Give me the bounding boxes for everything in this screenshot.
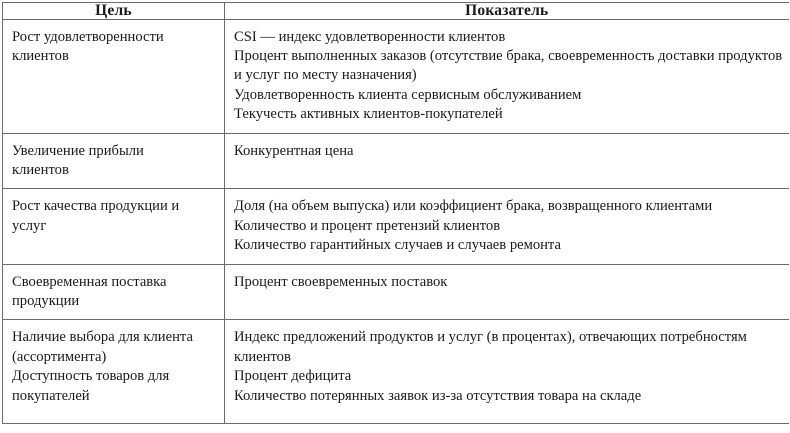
- metric-cell-content: [225, 20, 789, 133]
- metric-cell-content: [225, 189, 789, 263]
- column-header-metric: Показатель: [225, 3, 789, 20]
- table-header-row: [3, 3, 789, 20]
- goal-line: покупателей: [12, 387, 90, 404]
- table-row: [3, 320, 789, 424]
- table-row: [3, 189, 789, 264]
- goal-cell: [3, 264, 225, 320]
- metric-line: Удовлетворенность клиента сервисным обслуживанием: [234, 86, 582, 103]
- goal-line: Доступность товаров для: [12, 368, 170, 385]
- goal-cell-content: [3, 20, 224, 75]
- goal-cell-content: [3, 320, 224, 414]
- metric-cell: [225, 264, 789, 320]
- goal-cell: [3, 189, 225, 264]
- metric-cell: [225, 19, 789, 133]
- goal-line: Увеличение прибыли: [12, 142, 144, 159]
- metric-line: Доля (на объем выпуска) или коэффициент брака, возвращенного клиентами: [234, 198, 713, 215]
- goal-cell: [3, 19, 225, 133]
- metric-line: Количество и процент претензий клиентов: [234, 217, 501, 234]
- goal-line: услуг: [12, 217, 47, 234]
- goal-line: (ассортимента): [12, 348, 107, 365]
- goal-line: Рост удовлетворенности: [12, 28, 164, 45]
- goal-cell-content: [3, 189, 224, 244]
- table-row: [3, 264, 789, 320]
- goal-line: Наличие выбора для клиента: [12, 329, 193, 346]
- metric-line: Индекс предложений продуктов и услуг (в процентах), отвечающих потребностям клиентов: [234, 329, 747, 365]
- metric-line: Процент выполненных заказов (отсутствие брака, своевременность доставки продуктов и услуг по месту назначения): [234, 47, 783, 84]
- metric-line: Конкурентная цена: [234, 142, 354, 159]
- goal-cell-content: [3, 265, 224, 320]
- goal-cell-content: [3, 134, 224, 189]
- goal-line: Своевременная поставка: [12, 273, 167, 290]
- metric-line: Текучесть активных клиентов-покупателей: [234, 106, 503, 123]
- column-header-goal: Цель: [3, 3, 225, 20]
- table-row: [3, 133, 789, 189]
- metric-line: Процент своевременных поставок: [234, 273, 448, 290]
- table-row: [3, 19, 789, 133]
- goal-line: Рост качества продукции и: [12, 198, 180, 215]
- metric-line: Количество гарантийных случаев и случаев ремонта: [234, 237, 561, 254]
- table-body: [3, 19, 789, 424]
- metric-line: CSI — индекс удовлетворенности клиентов: [234, 28, 506, 45]
- metric-line: Процент дефицита: [234, 368, 352, 385]
- metric-cell: [225, 133, 789, 189]
- metric-cell-content: [225, 134, 789, 169]
- table-header: [3, 3, 789, 20]
- goal-cell: [3, 320, 225, 424]
- goal-line: клиентов: [12, 161, 69, 178]
- goal-cell: [3, 133, 225, 189]
- metric-cell-content: [225, 320, 789, 414]
- metric-cell-content: [225, 265, 789, 300]
- goals-metrics-table: [2, 2, 789, 424]
- metric-cell: [225, 320, 789, 424]
- goal-line: клиентов: [12, 47, 69, 64]
- metric-line: Количество потерянных заявок из-за отсутствия товара на складе: [234, 387, 642, 404]
- metric-cell: [225, 189, 789, 264]
- goal-line: продукции: [12, 292, 80, 309]
